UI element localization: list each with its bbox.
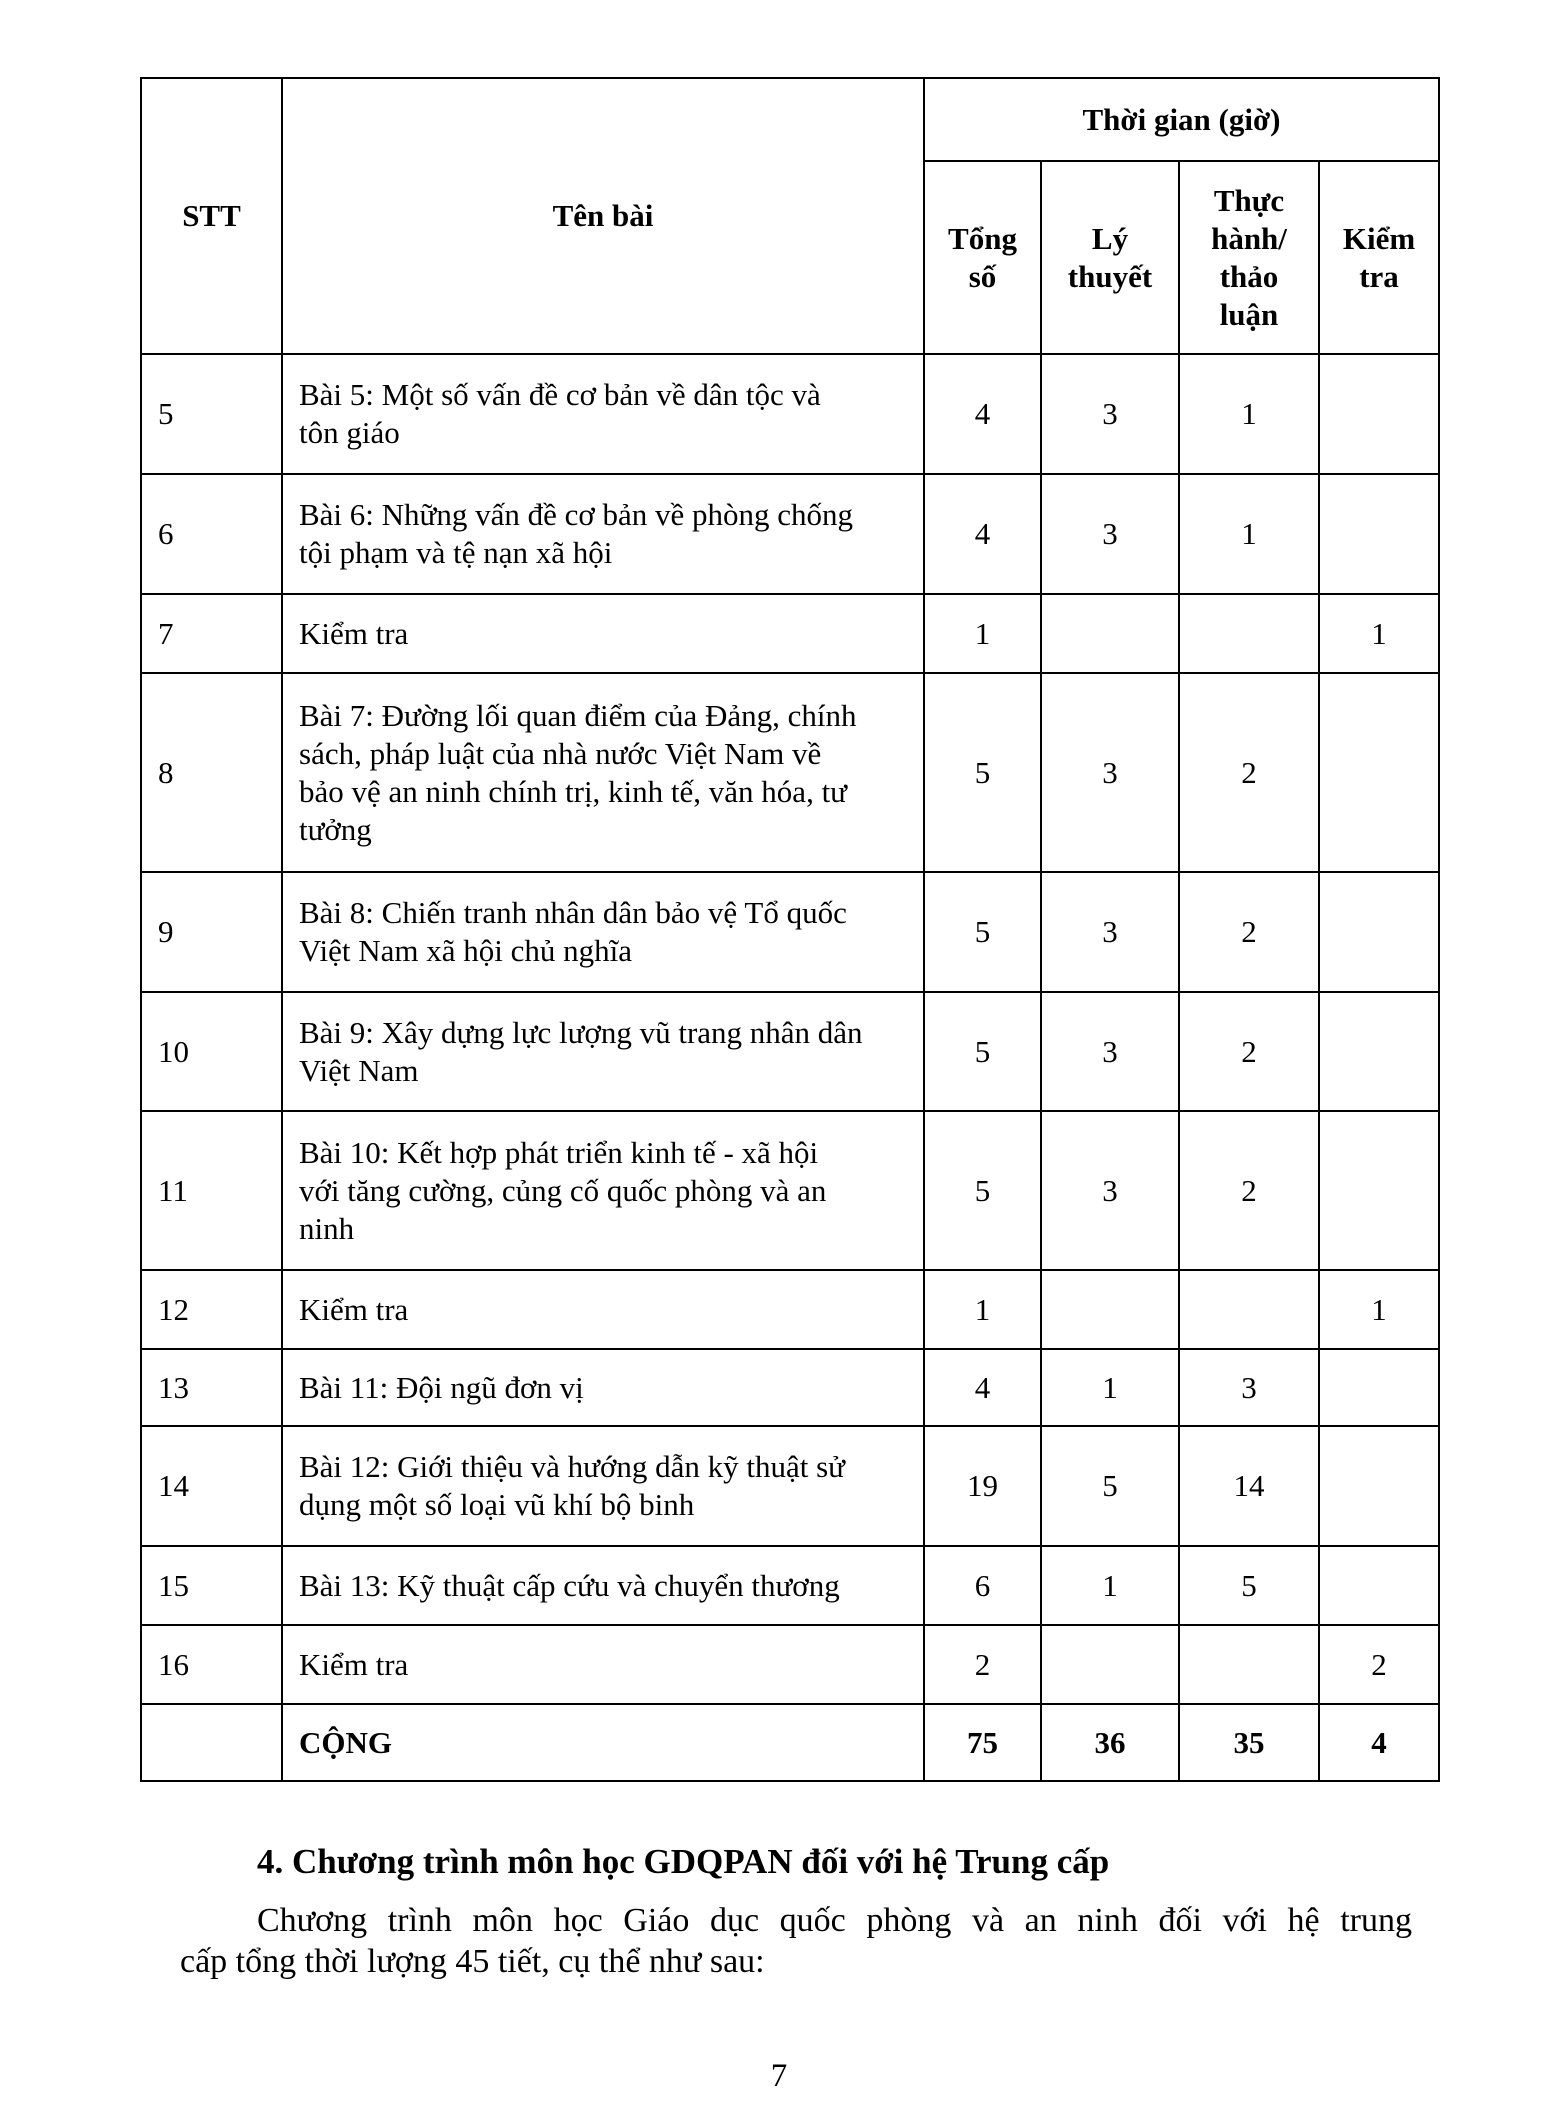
row-total: 4 [924, 1349, 1041, 1426]
lesson-name-line: tội phạm và tệ nạn xã hội [299, 535, 613, 570]
table-row [141, 1270, 1439, 1349]
row-lesson-name [282, 1426, 924, 1546]
row-practice [1179, 1270, 1319, 1349]
header-lesson-name: Tên bài [282, 78, 924, 354]
row-theory [1041, 1625, 1179, 1704]
table-row [141, 594, 1439, 673]
row-exam [1319, 1426, 1439, 1546]
row-stt: 15 [141, 1546, 282, 1625]
lesson-name-line: Bài 5: Một số vấn đề cơ bản về dân tộc và [299, 377, 821, 412]
header-practice-line: luận [1219, 296, 1279, 332]
row-total: 5 [924, 992, 1041, 1111]
header-total [924, 161, 1041, 354]
row-theory: 3 [1041, 1111, 1179, 1270]
header-practice-line: thảo [1219, 258, 1279, 294]
intro-line: Chương trình môn học Giáo dục quốc phòng và an ninh đối với hệ trung [257, 1902, 1412, 1939]
table-row [141, 1111, 1439, 1270]
row-lesson-name [282, 1111, 924, 1270]
row-theory: 1 [1041, 1546, 1179, 1625]
row-theory: 3 [1041, 354, 1179, 474]
row-exam [1319, 992, 1439, 1111]
intro-paragraph [180, 1900, 1412, 1982]
total-label: CỘNG [282, 1704, 924, 1781]
row-lesson-name [282, 474, 924, 594]
section-heading: 4. Chương trình môn học GDQPAN đối với hệ Trung cấp [257, 1842, 1110, 1881]
table-row [141, 673, 1439, 872]
row-theory: 5 [1041, 1426, 1179, 1546]
header-practice-line: Thực [1213, 182, 1285, 218]
row-stt: 8 [141, 673, 282, 872]
course-schedule-table [140, 77, 1440, 1782]
total-row [141, 1704, 1439, 1781]
table-row [141, 1349, 1439, 1426]
row-total: 5 [924, 872, 1041, 992]
row-practice: 2 [1179, 872, 1319, 992]
row-total: 5 [924, 673, 1041, 872]
table-row [141, 354, 1439, 474]
lesson-name-line: Bài 10: Kết hợp phát triển kinh tế - xã hội [299, 1134, 819, 1170]
header-exam-line: tra [1359, 258, 1399, 294]
lesson-name-line: Bài 11: Đội ngũ đơn vị [299, 1369, 584, 1405]
total-stt [141, 1704, 282, 1781]
row-stt: 6 [141, 474, 282, 594]
row-total: 19 [924, 1426, 1041, 1546]
row-total: 1 [924, 1270, 1041, 1349]
header-theory-line: thuyết [1067, 258, 1153, 294]
row-exam [1319, 1546, 1439, 1625]
lesson-name-line: ninh [299, 1210, 355, 1246]
header-exam [1319, 161, 1439, 354]
header-row-top [141, 78, 1439, 161]
row-practice: 3 [1179, 1349, 1319, 1426]
row-total: 6 [924, 1546, 1041, 1625]
lesson-name-line: Việt Nam xã hội chủ nghĩa [299, 933, 633, 968]
lesson-name-line: Việt Nam [299, 1052, 419, 1088]
lesson-name-line: Kiểm tra [299, 615, 409, 651]
row-stt: 16 [141, 1625, 282, 1704]
header-practice-line: hành/ [1211, 220, 1287, 256]
row-practice [1179, 594, 1319, 673]
row-practice: 2 [1179, 992, 1319, 1111]
row-lesson-name [282, 872, 924, 992]
row-stt: 7 [141, 594, 282, 673]
row-stt: 11 [141, 1111, 282, 1270]
row-exam [1319, 354, 1439, 474]
lesson-name-line: tôn giáo [299, 415, 400, 450]
row-exam: 1 [1319, 594, 1439, 673]
total-theory: 36 [1041, 1704, 1179, 1781]
row-exam: 2 [1319, 1625, 1439, 1704]
row-stt: 9 [141, 872, 282, 992]
lesson-name-line: Bài 7: Đường lối quan điểm của Đảng, chính [299, 697, 857, 733]
header-total-line: Tổng [948, 220, 1017, 256]
lesson-name-line: Bài 13: Kỹ thuật cấp cứu và chuyển thương [299, 1567, 840, 1603]
row-lesson-name [282, 1349, 924, 1426]
row-lesson-name [282, 594, 924, 673]
row-lesson-name [282, 1625, 924, 1704]
row-stt: 5 [141, 354, 282, 474]
row-stt: 13 [141, 1349, 282, 1426]
table-row [141, 992, 1439, 1111]
row-lesson-name [282, 673, 924, 872]
lesson-name-line: Bài 9: Xây dựng lực lượng vũ trang nhân dân [299, 1014, 863, 1050]
row-practice [1179, 1625, 1319, 1704]
lesson-name-line: Bài 8: Chiến tranh nhân dân bảo vệ Tổ quốc [299, 895, 847, 930]
header-time-group: Thời gian (giờ) [924, 78, 1439, 161]
table-row [141, 1625, 1439, 1704]
row-lesson-name [282, 992, 924, 1111]
row-total: 4 [924, 474, 1041, 594]
table-row [141, 1426, 1439, 1546]
row-theory: 3 [1041, 992, 1179, 1111]
lesson-name-line: sách, pháp luật của nhà nước Việt Nam về [299, 735, 822, 771]
total-exam: 4 [1319, 1704, 1439, 1781]
row-stt: 14 [141, 1426, 282, 1546]
row-theory [1041, 1270, 1179, 1349]
row-total: 2 [924, 1625, 1041, 1704]
row-lesson-name [282, 354, 924, 474]
table-row [141, 474, 1439, 594]
row-practice: 1 [1179, 354, 1319, 474]
row-stt: 10 [141, 992, 282, 1111]
lesson-name-line: dụng một số loại vũ khí bộ binh [299, 1487, 695, 1522]
page-number: 7 [770, 2058, 788, 2094]
total-practice: 35 [1179, 1704, 1319, 1781]
row-total: 1 [924, 594, 1041, 673]
header-theory [1041, 161, 1179, 354]
row-stt: 12 [141, 1270, 282, 1349]
row-theory: 3 [1041, 872, 1179, 992]
row-exam: 1 [1319, 1270, 1439, 1349]
row-practice: 2 [1179, 1111, 1319, 1270]
row-practice: 1 [1179, 474, 1319, 594]
lesson-name-line: Bài 12: Giới thiệu và hướng dẫn kỹ thuật sử [299, 1449, 845, 1484]
lesson-name-line: với tăng cường, củng cố quốc phòng và an [299, 1172, 827, 1208]
row-theory: 3 [1041, 474, 1179, 594]
lesson-name-line: Kiểm tra [299, 1291, 409, 1327]
row-total: 4 [924, 354, 1041, 474]
row-exam [1319, 673, 1439, 872]
row-practice: 5 [1179, 1546, 1319, 1625]
header-stt: STT [141, 78, 282, 354]
lesson-name-line: Bài 6: Những vấn đề cơ bản về phòng chống [299, 497, 854, 532]
row-total: 5 [924, 1111, 1041, 1270]
table-row [141, 1546, 1439, 1625]
total-sum: 75 [924, 1704, 1041, 1781]
lesson-name-line: Kiểm tra [299, 1646, 409, 1682]
row-practice: 2 [1179, 673, 1319, 872]
row-exam [1319, 474, 1439, 594]
lesson-name-line: bảo vệ an ninh chính trị, kinh tế, văn hóa, tư [299, 773, 847, 809]
header-exam-line: Kiểm [1342, 220, 1416, 256]
row-lesson-name [282, 1546, 924, 1625]
row-exam [1319, 1111, 1439, 1270]
lesson-name-line: tưởng [299, 811, 372, 847]
row-theory: 3 [1041, 673, 1179, 872]
row-theory [1041, 594, 1179, 673]
header-total-line: số [968, 258, 997, 294]
row-exam [1319, 1349, 1439, 1426]
intro-line: cấp tổng thời lượng 45 tiết, cụ thể như sau: [180, 1943, 765, 1980]
row-theory: 1 [1041, 1349, 1179, 1426]
header-practice [1179, 161, 1319, 354]
row-exam [1319, 872, 1439, 992]
header-theory-line: Lý [1091, 220, 1129, 256]
row-practice: 14 [1179, 1426, 1319, 1546]
table-row [141, 872, 1439, 992]
row-lesson-name [282, 1270, 924, 1349]
